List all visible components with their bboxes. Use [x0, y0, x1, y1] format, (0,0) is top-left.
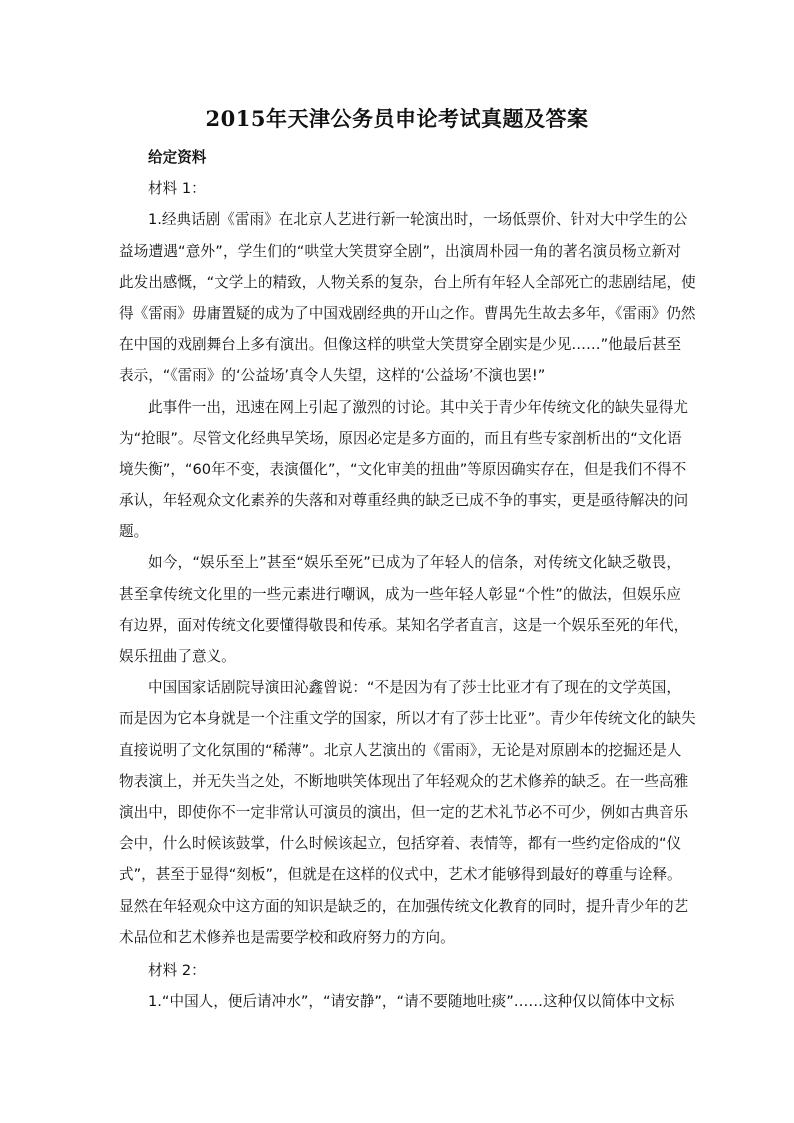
text-line: 在中国的戏剧舞台上多有演出。但像这样的哄堂大笑贯穿全剧实是少见……”他最后甚至: [119, 336, 682, 354]
text-line: 表示，“《雷雨》的‘公益场’真令人失望，这样的‘公益场’不演也罢!”: [119, 367, 546, 385]
text-line: 益场遭遇“意外”，学生们的“哄堂大笑贯穿全剧”，出演周朴园一角的著名演员杨立新对: [119, 242, 681, 260]
document-body: [119, 142, 696, 1017]
paragraph: [119, 204, 696, 391]
text-line: 娱乐扭曲了意义。: [119, 648, 236, 665]
material-2-label: 材料 2：: [148, 961, 206, 979]
text-line: 显然在年轻观众中这方面的知识是缺乏的，在加强传统文化教育的同时，提升青少年的艺: [119, 897, 689, 915]
text-line: 题。: [119, 523, 149, 541]
paragraph: [119, 672, 696, 953]
paragraph: [119, 986, 681, 1017]
text-line: 为“抢眼”。尽管文化经典早笑场，原因必定是多方面的，而且有些专家剖析出的“文化语: [119, 429, 682, 447]
paragraph: [119, 392, 689, 548]
material-1-paragraphs: [119, 204, 696, 953]
text-line: 1.经典话剧《雷雨》在北京人艺进行新一轮演出时，一场低票价、针对大中学生的公: [148, 211, 688, 229]
text-line: 承认，年轻观众文化素养的失落和对尊重经典的缺乏已成不争的事实，更是亟待解决的问: [119, 492, 689, 510]
document-title: 2015年天津公务员申论考试真题及答案: [205, 106, 589, 131]
text-line: 境失衡”，“60年不变，表演僵化”，“文化审美的扭曲”等原因确实存在，但是我们不得不: [119, 460, 687, 478]
text-line: 有边界，面对传统文化要懂得敬畏和传承。某知名学者直言，这是一个娱乐至死的年代，: [119, 616, 689, 634]
text-line: 术品位和艺术修养也是需要学校和政府努力的方向。: [119, 928, 455, 946]
text-line: 直接说明了文化氛围的“稀薄”。北京人艺演出的《雷雨》，无论是对原剧本的挖掘还是人: [119, 741, 682, 759]
text-line: 会中，什么时候该鼓掌，什么时候该起立，包括穿着、表情等，都有一些约定俗成的“仪: [119, 835, 682, 853]
text-line: 中国国家话剧院导演田沁鑫曾说：“不是因为有了莎士比亚才有了现在的文学英国，: [148, 679, 681, 697]
text-line: 此事件一出，迅速在网上引起了激烈的讨论。其中关于青少年传统文化的缺失显得尤: [148, 398, 688, 416]
text-line: 而是因为它本身就是一个注重文学的国家，所以才有了莎士比亚”。青少年传统文化的缺失: [119, 710, 696, 728]
material-2-paragraphs: [119, 986, 681, 1017]
text-line: 甚至拿传统文化里的一些元素进行嘲讽，成为一些年轻人彰显“个性”的做法，但娱乐应: [119, 585, 681, 603]
text-line: 此发出感慨，“文学上的精致，人物关系的复杂，台上所有年轻人全部死亡的悲剧结尾，使: [119, 273, 696, 291]
text-line: 1.“中国人，便后请冲水”，“请安静”，“请不要随地吐痰”……这种仅以简体中文标: [148, 993, 675, 1011]
text-line: 演出中，即使你不一定非常认可演员的演出，但一定的艺术礼节必不可少，例如古典音乐: [119, 803, 689, 821]
material-1-label: 材料 1：: [148, 180, 206, 198]
text-line: 物表演上，并无失当之处，不断地哄笑体现出了年轻观众的艺术修养的缺乏。在一些高雅: [119, 772, 689, 790]
text-line: 如今，“娱乐至上”甚至“娱乐至死”已成为了年轻人的信条，对传统文化缺乏敬畏，: [148, 554, 681, 572]
section-heading: 给定资料: [148, 149, 207, 166]
paragraph: [119, 547, 689, 672]
text-line: 式”，甚至于显得“刻板”，但就是在这样的仪式中，艺术才能够得到最好的尊重与诠释。: [119, 866, 682, 884]
text-line: 得《雷雨》毋庸置疑的成为了中国戏剧经典的开山之作。曹禺先生故去多年，《雷雨》仍然: [119, 304, 696, 322]
